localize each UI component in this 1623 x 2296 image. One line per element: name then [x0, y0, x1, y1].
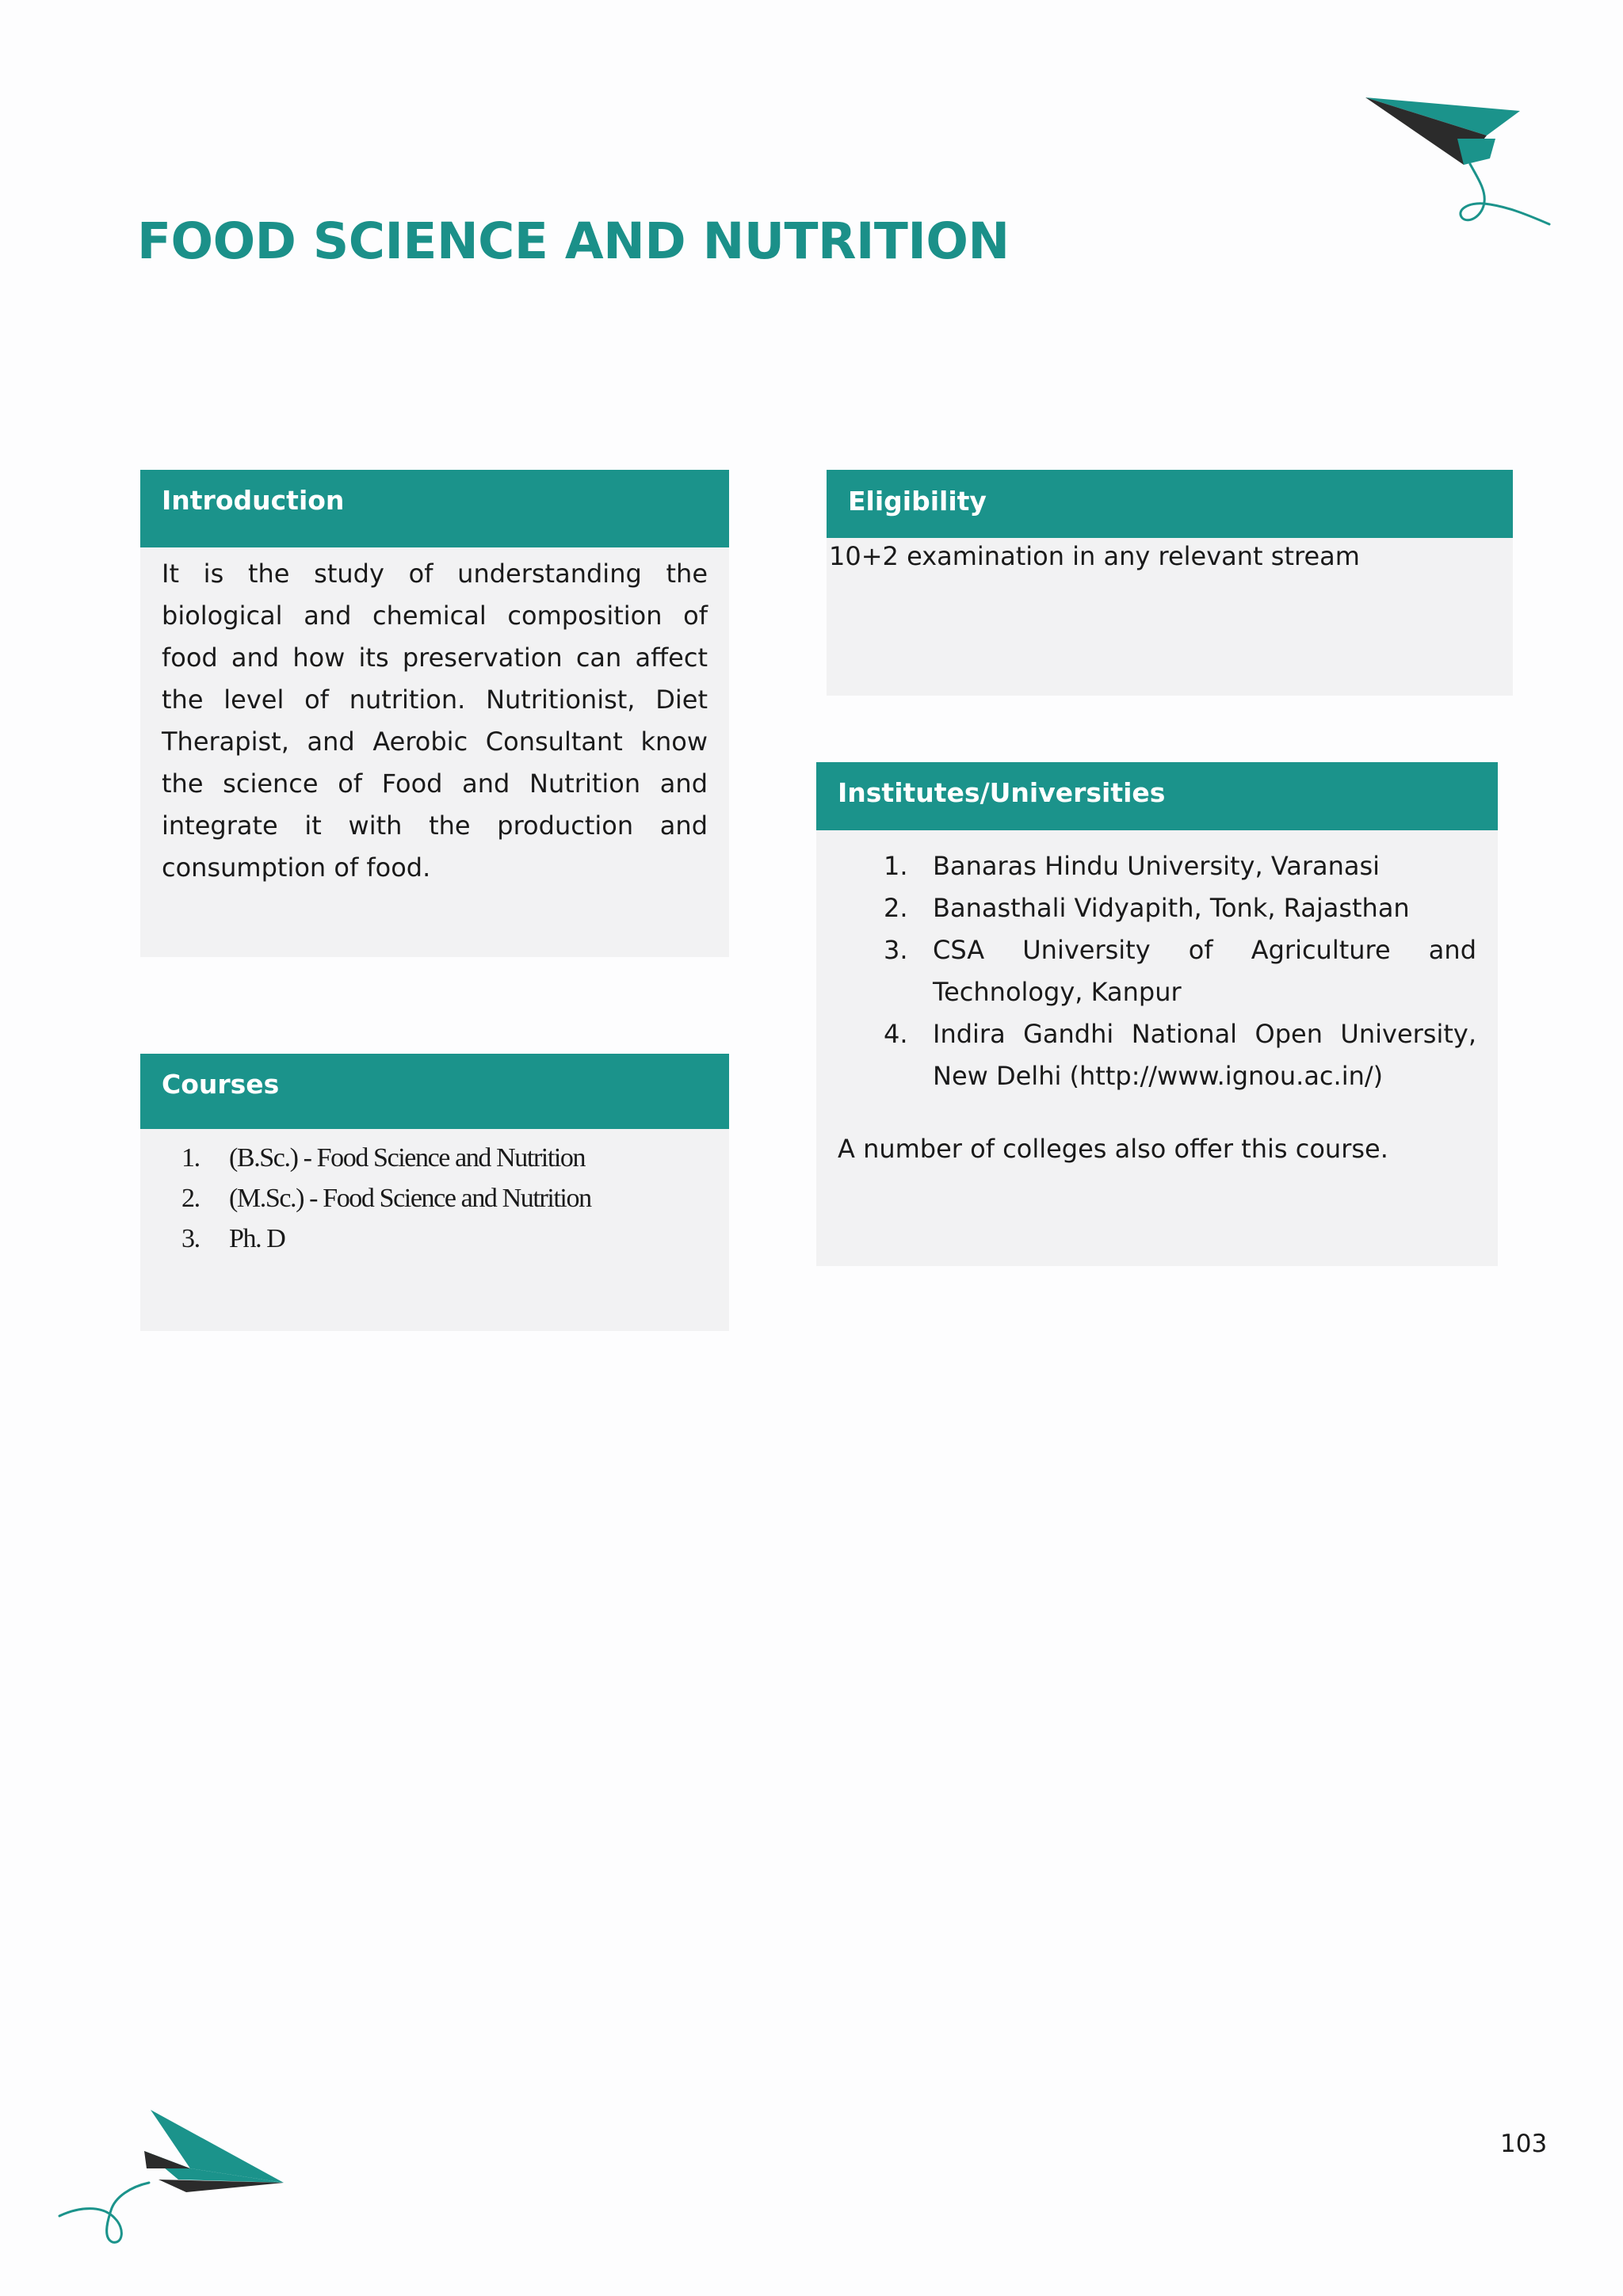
- list-item: 4. Indira Gandhi National Open University, New Delhi (http://www.ignou.ac.in/): [884, 1019, 1476, 1091]
- paper-plane-icon: [55, 2103, 293, 2254]
- introduction-header: Introduction: [140, 470, 729, 547]
- page-title: FOOD SCIENCE AND NUTRITION: [137, 212, 1010, 270]
- list-item: 2. (M.Sc.) - Food Science and Nutrition: [181, 1184, 591, 1213]
- introduction-text: It is the study of understanding the biological and chemical composition of food and how its preservation can affect the level of nutrition. Nutritionist, Diet Therapist, and Aerobic Consultant know the science of Food and Nutrition and integrate it with the production and consumption of food.: [162, 559, 708, 883]
- page-number: 103: [1500, 2130, 1548, 2158]
- institutes-header: Institutes/Universities: [816, 762, 1498, 830]
- institutes-box: [816, 762, 1498, 1266]
- eligibility-header: Eligibility: [827, 470, 1513, 538]
- eligibility-box: [827, 470, 1513, 696]
- courses-header: Courses: [140, 1054, 729, 1129]
- list-item: 2. Banasthali Vidyapith, Tonk, Rajasthan: [884, 893, 1410, 923]
- courses-list: [181, 1138, 713, 1259]
- institutes-note: A number of colleges also offer this course.: [838, 1134, 1388, 1164]
- courses-box: [140, 1054, 729, 1331]
- paper-plane-icon: [1359, 91, 1553, 238]
- introduction-box: [140, 470, 729, 957]
- institutes-list: [884, 845, 1476, 1097]
- list-item: 3. CSA University of Agriculture and Technology, Kanpur: [884, 935, 1476, 1007]
- list-item: 1. (B.Sc.) - Food Science and Nutrition: [181, 1143, 586, 1173]
- eligibility-text: 10+2 examination in any relevant stream: [829, 541, 1360, 571]
- list-item: 1. Banaras Hindu University, Varanasi: [884, 851, 1381, 881]
- list-item: 3. Ph. D: [181, 1224, 285, 1253]
